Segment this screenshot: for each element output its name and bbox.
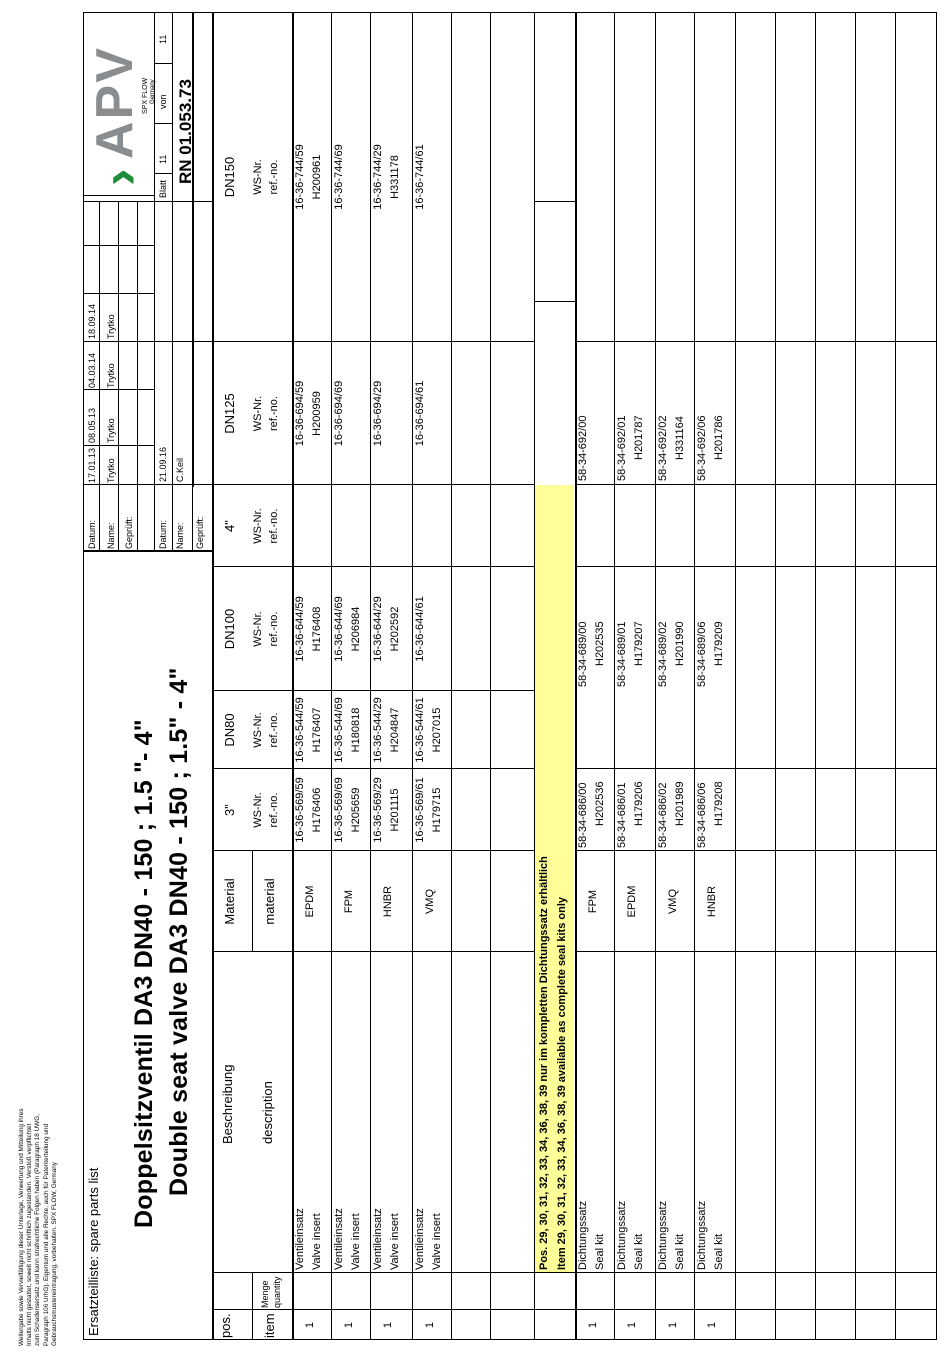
material-cell: FPM: [343, 889, 355, 914]
table-rule: [154, 123, 172, 124]
table-rule: [252, 851, 253, 952]
sheet-of-label: von: [158, 94, 168, 109]
desc-header-de: Beschreibung: [220, 1064, 235, 1144]
legal-notice: [18, 1108, 59, 1346]
table-rule: [534, 201, 575, 202]
table-rule: [83, 293, 154, 294]
table-rule: [451, 12, 452, 1340]
ref-code: H179715: [431, 787, 443, 833]
ref-code: H176406: [311, 787, 323, 833]
table-rule: [83, 195, 154, 196]
sheet-total: 11: [158, 34, 168, 44]
revision-date: 18.09.14: [87, 303, 97, 339]
kit-ref: 58-34-692/00: [577, 415, 589, 481]
ref-number: 16-36-569/61: [414, 777, 426, 843]
desc-header-en: description: [260, 1081, 275, 1144]
table-rule: [83, 245, 154, 246]
kit-ref: 58-34-692/01: [616, 415, 628, 481]
table-rule: [154, 173, 172, 174]
table-rule: [83, 341, 212, 342]
logo-country: Germany: [150, 79, 156, 104]
kit-ref: 58-34-689/01: [616, 621, 628, 687]
qty-header-en: quantity: [272, 1276, 282, 1308]
revision-label: Geprüft:: [124, 516, 134, 549]
ref-number: 16-36-694/59: [294, 380, 306, 447]
table-rule: [172, 202, 173, 552]
kit-ref-code: H201786: [713, 415, 725, 460]
qty-cell: 1: [587, 1321, 599, 1329]
desc-de-cell: Ventileinsatz: [372, 1208, 384, 1270]
ref-number: 16-36-694/69: [333, 380, 345, 447]
table-rule: [694, 12, 695, 1340]
table-rule: [172, 12, 173, 202]
table-rule: [370, 12, 371, 1340]
table-rule: [154, 63, 172, 64]
material-cell: HNBR: [382, 885, 394, 918]
pos-header: pos.: [218, 1313, 233, 1338]
desc-en-cell: Valve insert: [389, 1213, 401, 1270]
ref-number: 16-36-744/61: [414, 144, 426, 210]
table-rule: [83, 201, 154, 202]
kit-ref-code: H179207: [633, 621, 645, 666]
table-rule: [490, 12, 491, 1340]
note-english: Item 29, 30, 31, 32, 33, 34, 36, 38, 39 available as complete seal kits only: [556, 896, 568, 1270]
item-header: item: [262, 1313, 277, 1338]
table-rule: [575, 484, 937, 485]
kit-ref: 58-34-686/06: [696, 782, 708, 848]
material-cell: EPDM: [304, 885, 316, 918]
sheet-number: 11: [158, 154, 168, 164]
revision-label: Geprüft:: [195, 516, 205, 549]
kit-ref-code: H201787: [633, 415, 645, 460]
legal-line: Paragraph 106 UrhG). Eigentum und alle Rechte, auch für Patenterteilung und: [42, 1123, 50, 1346]
revision-name: Trytko: [106, 458, 116, 483]
qty-cell: 1: [424, 1321, 436, 1329]
ref-code: H204847: [389, 707, 401, 753]
ref-code: H200959: [311, 391, 323, 436]
ref-code: H201115: [389, 788, 401, 832]
ref-code: H205659: [350, 787, 362, 833]
table-rule: [137, 202, 138, 552]
size-header: DN150: [222, 156, 237, 198]
ref-code: H206984: [350, 606, 362, 652]
chevron-logo-icon: ›: [91, 168, 149, 186]
ref-header-de: WS-Nr.: [252, 159, 264, 195]
ref-number: 16-36-644/59: [294, 596, 306, 662]
desc-en-cell: Seal kit: [674, 1233, 686, 1270]
desc-en-cell: Seal kit: [594, 1233, 606, 1270]
qty-cell: 1: [706, 1321, 718, 1329]
ref-number: 16-36-569/29: [372, 777, 384, 843]
desc-de-cell: Ventileinsatz: [414, 1208, 426, 1270]
ref-code: H331178: [389, 155, 401, 199]
kit-ref-code: H202535: [594, 621, 606, 666]
ref-number: 16-36-544/29: [372, 697, 384, 763]
table-rule: [575, 566, 937, 567]
kit-ref: 58-34-689/00: [577, 621, 589, 687]
ref-number: 16-36-544/59: [294, 697, 306, 763]
ref-number: 16-36-644/61: [414, 596, 426, 662]
ref-number: 16-36-744/69: [333, 144, 345, 210]
mat-header-de: Material: [222, 878, 237, 925]
desc-de-cell: Dichtungssatz: [616, 1200, 628, 1270]
kit-ref-code: H179208: [713, 781, 725, 826]
desc-en-cell: Seal kit: [633, 1233, 645, 1270]
revision-label: Name:: [106, 522, 116, 549]
revision-name: Trytko: [106, 314, 116, 339]
ref-header-de: WS-Nr.: [252, 508, 264, 544]
qty-cell: 1: [304, 1321, 316, 1329]
kit-ref-code: H331164: [674, 416, 686, 460]
table-rule: [575, 341, 937, 342]
logo-company: SPX FLOW: [142, 77, 149, 114]
table-rule: [83, 484, 154, 485]
revision-name: Trytko: [106, 418, 116, 443]
table-rule: [331, 12, 332, 1340]
ref-code: H202592: [389, 606, 401, 652]
ref-number: 16-36-694/29: [372, 380, 384, 447]
title-german: Doppelsitzventil DA3 DN40 - 150 ; 1.5 "- 4": [130, 719, 158, 1228]
apv-brand: APV: [86, 46, 144, 159]
kit-ref-code: H201989: [674, 781, 686, 826]
kit-ref: 58-34-689/02: [657, 621, 669, 687]
table-rule: [735, 12, 736, 1340]
ref-header-en: ref.-no.: [268, 792, 280, 828]
revision-name: Trytko: [106, 363, 116, 388]
desc-en-cell: Valve insert: [311, 1213, 323, 1270]
size-header: 4": [222, 520, 237, 532]
ref-header-en: ref.-no.: [268, 159, 280, 195]
table-rule: [815, 12, 816, 1340]
material-cell: VMQ: [424, 888, 436, 915]
ref-code: H207015: [431, 707, 443, 753]
material-cell: HNBR: [706, 885, 718, 918]
table-rule: [212, 12, 214, 1340]
desc-en-cell: Seal kit: [713, 1233, 725, 1270]
legal-line: Gebrauchsmustereintragung, vorbehalten. SPX FLOW, Germany: [50, 1162, 58, 1346]
revision-label: Datum:: [158, 519, 168, 549]
ref-number: 16-36-544/61: [414, 697, 426, 763]
ref-code: H176407: [311, 707, 323, 753]
material-cell: EPDM: [626, 885, 638, 918]
table-rule: [775, 12, 776, 1340]
size-header: DN80: [222, 713, 237, 747]
table-rule: [895, 12, 896, 1340]
ref-header-de: WS-Nr.: [252, 792, 264, 828]
ref-number: 16-36-644/69: [333, 596, 345, 662]
table-rule: [534, 301, 575, 302]
legal-line: Inhalts nicht gestattet, soweit nicht schriftlich zugestanden. Verstoß verpflichtet: [26, 1123, 34, 1346]
table-rule: [212, 1272, 937, 1273]
desc-de-cell: Dichtungssatz: [657, 1200, 669, 1270]
revision-date: 04.03.14: [87, 352, 97, 388]
table-rule: [412, 12, 413, 1340]
ref-number: 16-36-694/61: [414, 380, 426, 447]
table-rule: [118, 202, 119, 552]
list-title: Ersatzteilliste: spare parts list: [86, 1167, 101, 1336]
original-name: C.Keil: [175, 457, 185, 482]
ref-code: H176408: [311, 606, 323, 652]
kit-ref: 58-34-686/00: [577, 782, 589, 848]
ref-number: 16-36-644/29: [372, 596, 384, 662]
kit-ref-code: H202536: [594, 781, 606, 826]
ref-number: 16-36-569/69: [333, 777, 345, 843]
table-rule: [614, 12, 615, 1340]
desc-de-cell: Ventileinsatz: [333, 1208, 345, 1270]
ref-header-en: ref.-no.: [268, 396, 280, 431]
qty-cell: 1: [667, 1321, 679, 1329]
table-rule: [575, 768, 937, 769]
revision-date: 08.05.13: [87, 407, 97, 443]
table-rule: [655, 12, 656, 1340]
kit-ref: 58-34-692/06: [696, 415, 708, 481]
desc-de-cell: Dichtungssatz: [577, 1200, 589, 1270]
kit-ref-code: H179209: [713, 621, 725, 666]
ref-number: 16-36-744/59: [294, 144, 306, 210]
note-german: Pos. 29, 30, 31, 32, 33, 34, 36, 38, 39 nur im kompletten Dichtungssatz erhältlich: [538, 856, 550, 1270]
table-rule: [855, 12, 856, 1340]
ref-header-en: ref.-no.: [268, 611, 280, 647]
kit-ref: 58-34-692/02: [657, 415, 669, 481]
table-rule: [99, 202, 100, 552]
table-rule: [83, 445, 154, 446]
table-rule: [83, 389, 154, 390]
desc-en-cell: Valve insert: [431, 1213, 443, 1270]
mat-header-en: material: [262, 878, 277, 925]
ref-number: 16-36-544/69: [333, 697, 345, 763]
legal-line: zum Schadensersatz und kann strafrechtliche Folgen haben (Paragraph 18 UWG,: [34, 1114, 42, 1346]
ref-number: 16-36-569/59: [294, 777, 306, 843]
ref-header-de: WS-Nr.: [252, 611, 264, 647]
kit-ref: 58-34-686/02: [657, 782, 669, 848]
table-rule: [154, 484, 212, 485]
kit-ref-code: H179206: [633, 781, 645, 826]
revision-label: Datum:: [87, 519, 97, 549]
qty-cell: 1: [382, 1321, 394, 1329]
size-header: DN100: [222, 608, 237, 650]
qty-cell: 1: [343, 1321, 355, 1329]
revision-date: 17.01.13: [87, 447, 97, 483]
desc-de-cell: Dichtungssatz: [696, 1200, 708, 1270]
table-rule: [212, 951, 534, 952]
qty-cell: 1: [626, 1321, 638, 1329]
size-header: 3": [222, 804, 237, 816]
ref-code: H200961: [311, 154, 323, 200]
kit-ref-code: H201990: [674, 621, 686, 666]
original-date: 21.09.16: [158, 446, 168, 482]
title-english: Double seat valve DA3 DN40 - 150 ; 1.5" - 4": [165, 667, 193, 1196]
ref-header-de: WS-Nr.: [252, 395, 264, 432]
kit-ref: 58-34-689/06: [696, 621, 708, 687]
revision-label: Name:: [175, 522, 185, 549]
ref-number: 16-36-744/29: [372, 144, 384, 210]
desc-de-cell: Ventileinsatz: [294, 1208, 306, 1270]
doc-number: RN 01.053.73: [176, 79, 195, 184]
table-rule: [252, 1273, 253, 1340]
qty-header-de: Menge: [260, 1280, 270, 1308]
table-rule: [154, 201, 212, 202]
desc-en-cell: Valve insert: [350, 1213, 362, 1270]
table-rule: [212, 1309, 937, 1310]
ref-header-en: ref.-no.: [268, 712, 280, 748]
ref-header-en: ref.-no.: [268, 508, 280, 544]
table-rule: [83, 551, 212, 553]
material-cell: FPM: [587, 889, 599, 914]
kit-ref: 58-34-686/01: [616, 782, 628, 848]
ref-code: H180818: [350, 707, 362, 753]
sheet-label: Blatt: [158, 179, 168, 198]
size-header: DN125: [222, 393, 237, 434]
legal-line: Weitergabe sowie Vervielfältigung dieser Unterlage, Verwertung und Mitteilung ihres: [18, 1108, 25, 1346]
material-cell: VMQ: [667, 888, 679, 915]
ref-header-de: WS-Nr.: [252, 712, 264, 748]
